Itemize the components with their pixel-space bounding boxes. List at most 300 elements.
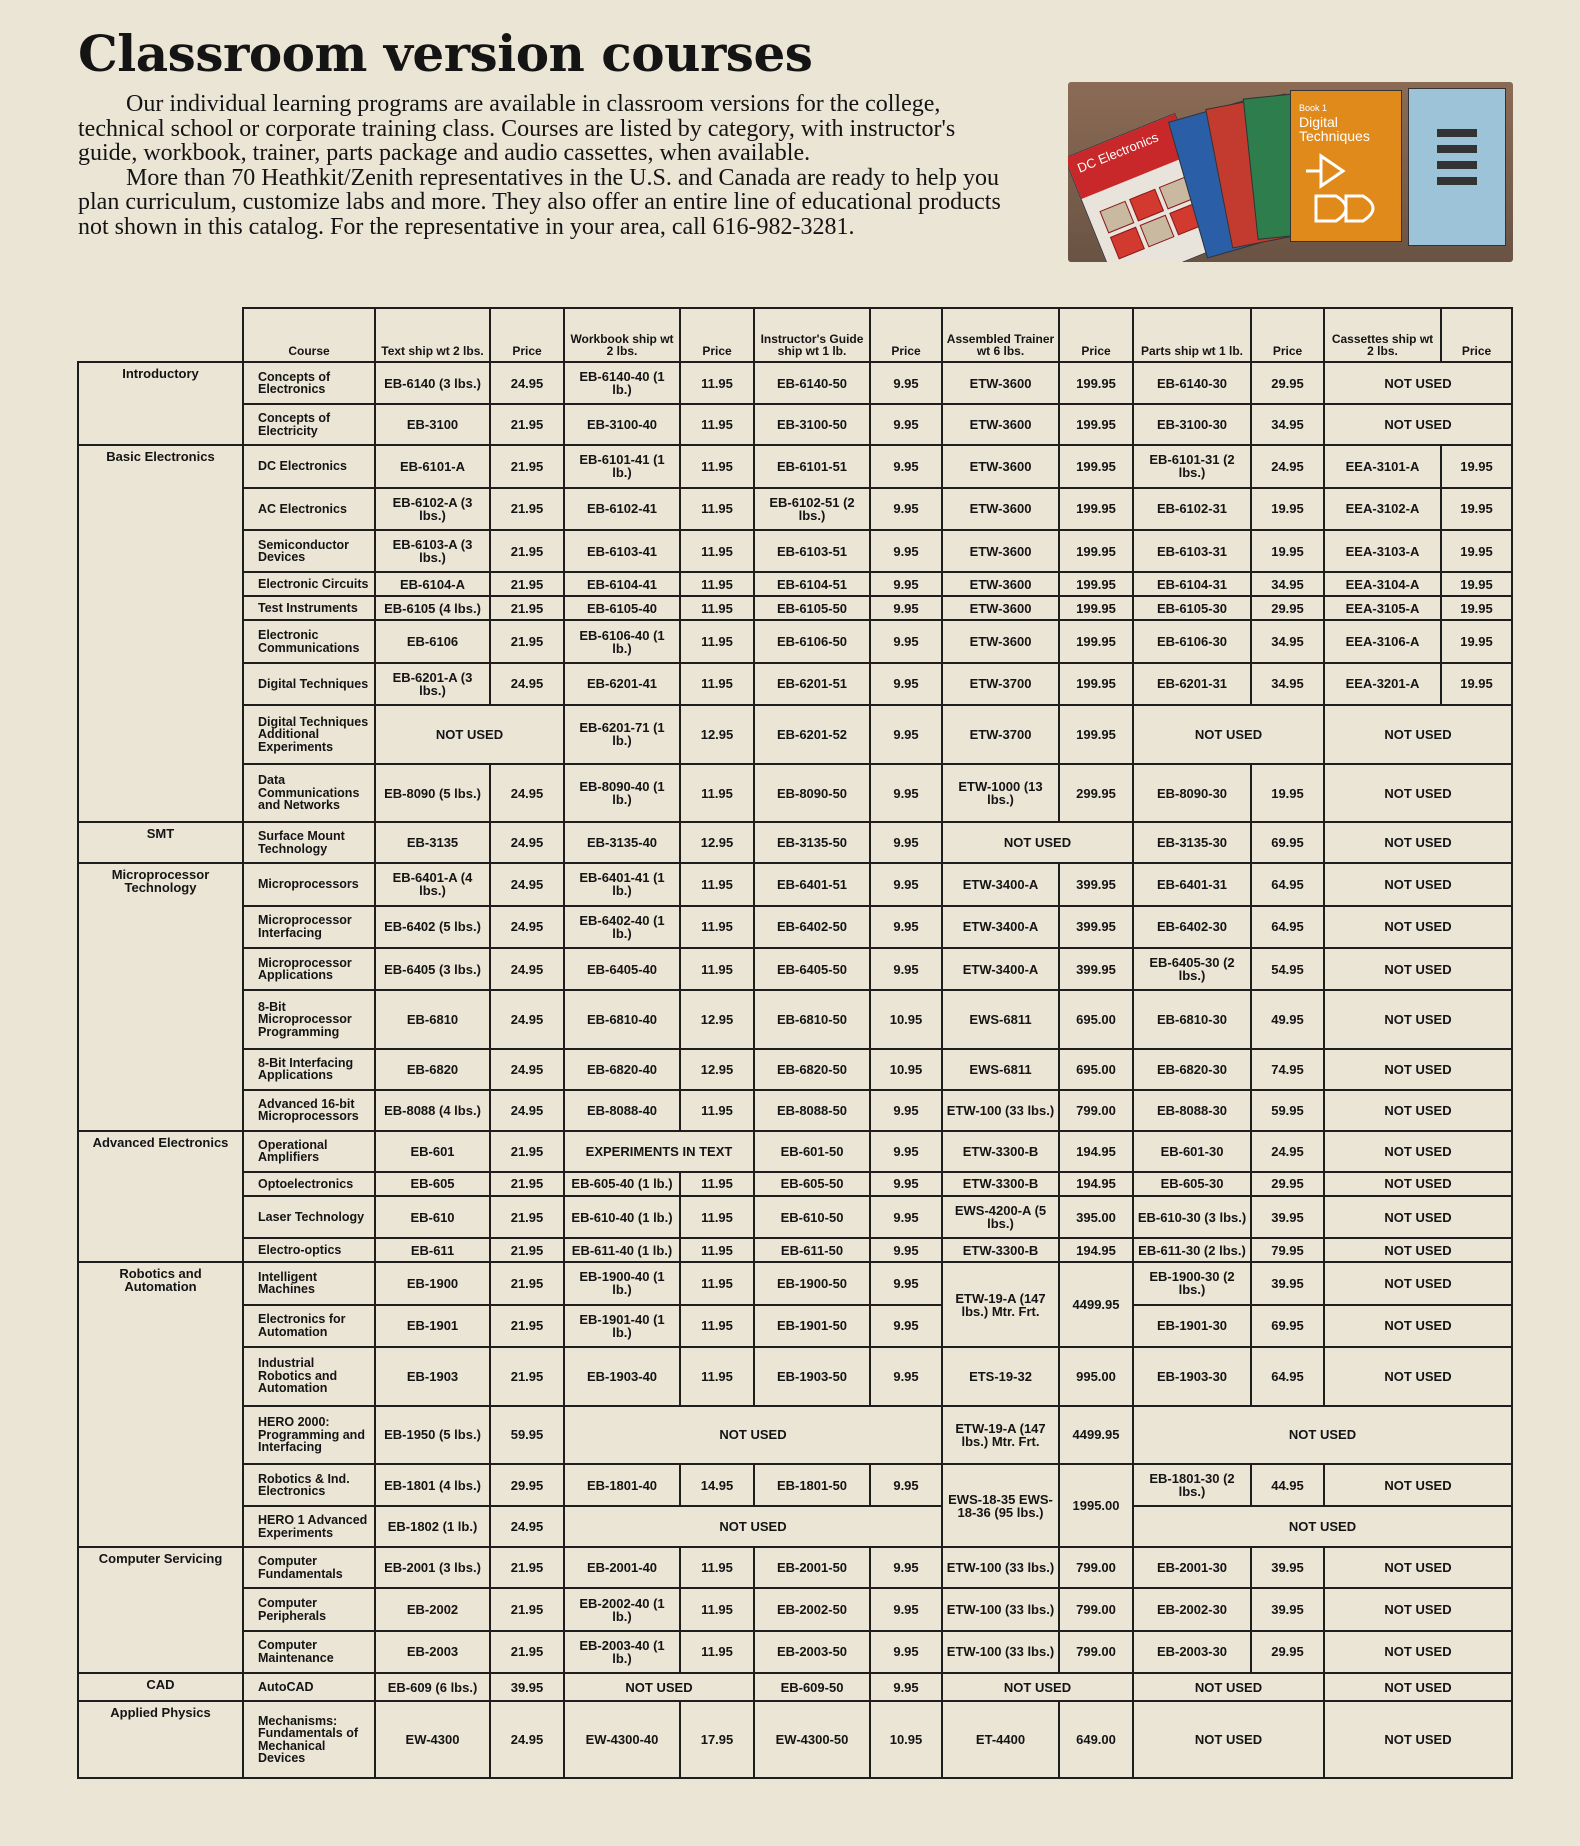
course-name: HERO 1 Advanced Experiments	[243, 1506, 375, 1547]
guide-price: 9.95	[870, 530, 942, 572]
table-row	[78, 1172, 1512, 1196]
table-row	[78, 362, 1512, 404]
workbook-price: 11.95	[680, 1347, 754, 1406]
course-name: AutoCAD	[243, 1673, 375, 1701]
digital-techniques-book	[1290, 90, 1402, 242]
workbook-price: 11.95	[680, 764, 754, 823]
guide-price: 9.95	[870, 1238, 942, 1262]
trainer-price: 299.95	[1059, 764, 1133, 823]
parts-price: 54.95	[1251, 948, 1324, 990]
text-price: 29.95	[490, 1464, 564, 1506]
trainer-price: 995.00	[1059, 1347, 1133, 1406]
parts-price: 44.95	[1251, 1464, 1324, 1506]
cassettes-not-used: NOT USED	[1324, 362, 1512, 404]
cassettes-price: 19.95	[1441, 663, 1512, 705]
workbook-price: 11.95	[680, 906, 754, 948]
workbook-price: 11.95	[680, 1547, 754, 1588]
table-row	[78, 948, 1512, 990]
workbook-price: 14.95	[680, 1464, 754, 1506]
workbook-price: 11.95	[680, 572, 754, 596]
parts-price: 64.95	[1251, 906, 1324, 948]
category-applied-physics: Applied Physics	[78, 1701, 243, 1778]
parts-code: EB-611-30 (2 lbs.)	[1133, 1238, 1251, 1262]
text-code: EB-6103-A (3 lbs.)	[375, 530, 490, 572]
guide-price: 9.95	[870, 596, 942, 620]
workbook-price: 12.95	[680, 705, 754, 764]
parts-price: 69.95	[1251, 822, 1324, 863]
table-row	[78, 1631, 1512, 1673]
workbook-price: 12.95	[680, 822, 754, 863]
trainer-price: 395.00	[1059, 1196, 1133, 1238]
course-name: Computer Fundamentals	[243, 1547, 375, 1588]
course-name: Robotics & Ind. Electronics	[243, 1464, 375, 1506]
parts-code: EB-601-30	[1133, 1131, 1251, 1172]
text-code: EB-6106	[375, 620, 490, 662]
text-price: 24.95	[490, 1506, 564, 1547]
course-name: Computer Maintenance	[243, 1631, 375, 1673]
guide-code: EB-605-50	[754, 1172, 870, 1196]
trainer-code: ETW-3600	[942, 445, 1059, 487]
text-price: 21.95	[490, 1262, 564, 1304]
table-row	[78, 764, 1512, 823]
parts-not-used: NOT USED	[1133, 705, 1324, 764]
guide-code: EB-8088-50	[754, 1090, 870, 1131]
parts-code: EB-6810-30	[1133, 990, 1251, 1049]
trainer-code: ETW-3600	[942, 530, 1059, 572]
trainer-code: EWS-6811	[942, 1049, 1059, 1090]
header-workbook-price: Price	[680, 308, 754, 362]
trainer-price: 194.95	[1059, 1131, 1133, 1172]
text-code: EB-2002	[375, 1588, 490, 1630]
parts-price: 34.95	[1251, 572, 1324, 596]
guide-code: EB-609-50	[754, 1673, 870, 1701]
table-row	[78, 1305, 1512, 1347]
trainer-code: ETW-100 (33 lbs.)	[942, 1547, 1059, 1588]
workbook-code: EB-6104-41	[564, 572, 680, 596]
trainer-code: ETW-3600	[942, 572, 1059, 596]
guide-code: EB-6401-51	[754, 863, 870, 905]
intro-paragraph-1: Our individual learning programs are available in classroom versions for the college, technical school or corporate training class. Courses are listed by category, with instructor's guide, workbook, trainer, parts package and audio cassettes, when available.	[78, 91, 956, 166]
trainer-code: ETW-3400-A	[942, 863, 1059, 905]
guide-price: 9.95	[870, 1631, 942, 1673]
guide-code: EB-1901-50	[754, 1305, 870, 1347]
category-robotics-and-automation: Robotics and Automation	[78, 1262, 243, 1547]
text-price: 24.95	[490, 663, 564, 705]
text-price: 21.95	[490, 488, 564, 530]
workbook-code: EB-6820-40	[564, 1049, 680, 1090]
text-code: EB-605	[375, 1172, 490, 1196]
table-row	[78, 1090, 1512, 1131]
cassettes-price: 19.95	[1441, 488, 1512, 530]
course-books-photo	[1068, 82, 1513, 262]
parts-code: EB-6103-31	[1133, 530, 1251, 572]
parts-code: EB-6104-31	[1133, 572, 1251, 596]
workbook-guide-not-used: NOT USED	[564, 1506, 942, 1547]
guide-price: 9.95	[870, 1262, 942, 1304]
cassettes-not-used: NOT USED	[1324, 1131, 1512, 1172]
trainer-price: 4499.95	[1059, 1406, 1133, 1465]
header-trainer-price: Price	[1059, 308, 1133, 362]
workbook-price: 11.95	[680, 445, 754, 487]
parts-price: 29.95	[1251, 1631, 1324, 1673]
workbook-price: 11.95	[680, 1238, 754, 1262]
workbook-experiments-in-text: EXPERIMENTS IN TEXT	[564, 1131, 754, 1172]
cassettes-code: EEA-3102-A	[1324, 488, 1441, 530]
parts-cassettes-not-used: NOT USED	[1133, 1506, 1512, 1547]
text-code: EB-3135	[375, 822, 490, 863]
trainer-price: 199.95	[1059, 530, 1133, 572]
parts-code: EB-6140-30	[1133, 362, 1251, 404]
trainer-code: EWS-6811	[942, 990, 1059, 1049]
text-price: 24.95	[490, 863, 564, 905]
workbook-price: 11.95	[680, 1588, 754, 1630]
table-row	[78, 1262, 1512, 1304]
cassettes-not-used: NOT USED	[1324, 705, 1512, 764]
parts-code: EB-6401-31	[1133, 863, 1251, 905]
course-name: 8-Bit Interfacing Applications	[243, 1049, 375, 1090]
cassettes-code: EEA-3201-A	[1324, 663, 1441, 705]
trainer-code: ETW-3700	[942, 705, 1059, 764]
text-code: EB-6401-A (4 lbs.)	[375, 863, 490, 905]
cassettes-not-used: NOT USED	[1324, 764, 1512, 823]
cassettes-code: EEA-3104-A	[1324, 572, 1441, 596]
cassettes-code: EEA-3105-A	[1324, 596, 1441, 620]
trainer-price: 199.95	[1059, 488, 1133, 530]
cassettes-not-used: NOT USED	[1324, 990, 1512, 1049]
parts-code: EB-605-30	[1133, 1172, 1251, 1196]
text-not-used: NOT USED	[375, 705, 564, 764]
guide-price: 9.95	[870, 948, 942, 990]
guide-price: 9.95	[870, 1347, 942, 1406]
workbook-price: 11.95	[680, 1305, 754, 1347]
trainer-code: ETW-3600	[942, 362, 1059, 404]
guide-price: 9.95	[870, 764, 942, 823]
text-code: EB-6102-A (3 lbs.)	[375, 488, 490, 530]
workbook-code: EB-6102-41	[564, 488, 680, 530]
cassettes-not-used: NOT USED	[1324, 1347, 1512, 1406]
cassettes-price: 19.95	[1441, 530, 1512, 572]
workbook-guide-not-used: NOT USED	[564, 1406, 942, 1465]
parts-price: 64.95	[1251, 863, 1324, 905]
text-price: 21.95	[490, 1305, 564, 1347]
workbook-price: 17.95	[680, 1701, 754, 1778]
cassettes-not-used: NOT USED	[1324, 948, 1512, 990]
course-name: Industrial Robotics and Automation	[243, 1347, 375, 1406]
trainer-price: 399.95	[1059, 906, 1133, 948]
guide-code: EB-601-50	[754, 1131, 870, 1172]
text-code: EB-610	[375, 1196, 490, 1238]
cassettes-not-used: NOT USED	[1324, 1673, 1512, 1701]
text-code: EB-6402 (5 lbs.)	[375, 906, 490, 948]
trainer-code: EWS-4200-A (5 lbs.)	[942, 1196, 1059, 1238]
parts-code: EB-3100-30	[1133, 404, 1251, 445]
guide-code: EB-6106-50	[754, 620, 870, 662]
parts-code: EB-3135-30	[1133, 822, 1251, 863]
table-row	[78, 1701, 1512, 1778]
category-microprocessor-technology: Microprocessor Technology	[78, 863, 243, 1131]
course-name: Microprocessor Interfacing	[243, 906, 375, 948]
cassettes-code: EEA-3106-A	[1324, 620, 1441, 662]
text-code: EB-601	[375, 1131, 490, 1172]
header-cassettes: Cassettes ship wt 2 lbs.	[1324, 308, 1441, 362]
cassettes-not-used: NOT USED	[1324, 1631, 1512, 1673]
text-code: EW-4300	[375, 1701, 490, 1778]
course-name: Microprocessor Applications	[243, 948, 375, 990]
guide-price: 9.95	[870, 362, 942, 404]
text-price: 39.95	[490, 1673, 564, 1701]
text-price: 21.95	[490, 1347, 564, 1406]
parts-price: 34.95	[1251, 404, 1324, 445]
text-code: EB-1903	[375, 1347, 490, 1406]
trainer-code: ETW-3600	[942, 488, 1059, 530]
cassettes-not-used: NOT USED	[1324, 1305, 1512, 1347]
trainer-price: 799.00	[1059, 1547, 1133, 1588]
table-row	[78, 1464, 1512, 1506]
text-price: 21.95	[490, 1588, 564, 1630]
header-text-price: Price	[490, 308, 564, 362]
guide-price: 9.95	[870, 822, 942, 863]
trainer-price: 399.95	[1059, 948, 1133, 990]
parts-price: 19.95	[1251, 488, 1324, 530]
guide-code: EB-6103-51	[754, 530, 870, 572]
text-price: 21.95	[490, 1172, 564, 1196]
guide-code: EB-2002-50	[754, 1588, 870, 1630]
cassettes-not-used: NOT USED	[1324, 1701, 1512, 1778]
text-code: EB-8088 (4 lbs.)	[375, 1090, 490, 1131]
parts-code: EB-6102-31	[1133, 488, 1251, 530]
text-code: EB-6105 (4 lbs.)	[375, 596, 490, 620]
workbook-code: EB-2003-40 (1 lb.)	[564, 1631, 680, 1673]
workbook-price: 11.95	[680, 530, 754, 572]
trainer-price: 799.00	[1059, 1090, 1133, 1131]
cassettes-not-used: NOT USED	[1324, 1588, 1512, 1630]
cassettes-not-used: NOT USED	[1324, 1262, 1512, 1304]
text-code: EB-609 (6 lbs.)	[375, 1673, 490, 1701]
workbook-code: EB-6101-41 (1 lb.)	[564, 445, 680, 487]
text-code: EB-1950 (5 lbs.)	[375, 1406, 490, 1465]
table-row	[78, 530, 1512, 572]
intro-text	[78, 92, 1008, 239]
guide-price: 9.95	[870, 1673, 942, 1701]
trainer-not-used: NOT USED	[942, 822, 1133, 863]
guide-price: 9.95	[870, 663, 942, 705]
workbook-price: 11.95	[680, 362, 754, 404]
table-row	[78, 596, 1512, 620]
cassettes-price: 19.95	[1441, 572, 1512, 596]
parts-price: 29.95	[1251, 596, 1324, 620]
course-name: Intelligent Machines	[243, 1262, 375, 1304]
text-price: 24.95	[490, 906, 564, 948]
trainer-price: 199.95	[1059, 663, 1133, 705]
workbook-code: EB-605-40 (1 lb.)	[564, 1172, 680, 1196]
parts-code: EB-2001-30	[1133, 1547, 1251, 1588]
course-name: Digital Techniques	[243, 663, 375, 705]
trainer-price: 799.00	[1059, 1588, 1133, 1630]
workbook-code: EB-6201-71 (1 lb.)	[564, 705, 680, 764]
text-price: 24.95	[490, 764, 564, 823]
guide-code: EB-2003-50	[754, 1631, 870, 1673]
table-row	[78, 990, 1512, 1049]
table-row	[78, 1673, 1512, 1701]
guide-price: 10.95	[870, 1049, 942, 1090]
trainer-price: 199.95	[1059, 404, 1133, 445]
guide-price: 9.95	[870, 1305, 942, 1347]
course-name: Laser Technology	[243, 1196, 375, 1238]
header-assembled-trainer: Assembled Trainer wt 6 lbs.	[942, 308, 1059, 362]
guide-code: EB-1900-50	[754, 1262, 870, 1304]
cassettes-code: EEA-3101-A	[1324, 445, 1441, 487]
workbook-not-used: NOT USED	[564, 1673, 754, 1701]
category-computer-servicing: Computer Servicing	[78, 1547, 243, 1673]
table-row	[78, 445, 1512, 487]
table-row	[78, 1547, 1512, 1588]
guide-code: EB-1801-50	[754, 1464, 870, 1506]
trainer-code: ETW-3600	[942, 596, 1059, 620]
parts-price: 19.95	[1251, 764, 1324, 823]
guide-code: EB-2001-50	[754, 1547, 870, 1588]
guide-code: EB-8090-50	[754, 764, 870, 823]
parts-cassettes-not-used: NOT USED	[1133, 1406, 1512, 1465]
table-row	[78, 488, 1512, 530]
workbook-price: 11.95	[680, 1196, 754, 1238]
text-price: 21.95	[490, 1238, 564, 1262]
guide-price: 9.95	[870, 404, 942, 445]
text-code: EB-1802 (1 lb.)	[375, 1506, 490, 1547]
text-code: EB-6104-A	[375, 572, 490, 596]
guide-price: 9.95	[870, 1588, 942, 1630]
trainer-code: ETW-19-A (147 lbs.) Mtr. Frt.	[942, 1406, 1059, 1465]
text-price: 21.95	[490, 1631, 564, 1673]
workbook-price: 11.95	[680, 404, 754, 445]
table-row	[78, 1406, 1512, 1465]
intro-paragraph-2: More than 70 Heathkit/Zenith representatives in the U.S. and Canada are ready to help you plan curriculum, customize labs and more. They also offer an entire line of educational products not shown in this catalog. For the representative in your area, call 616-982-3281.	[78, 164, 1001, 240]
workbook-code: EB-1901-40 (1 lb.)	[564, 1305, 680, 1347]
course-name: Operational Amplifiers	[243, 1131, 375, 1172]
workbook-price: 12.95	[680, 1049, 754, 1090]
text-code: EB-3100	[375, 404, 490, 445]
course-name: Surface Mount Technology	[243, 822, 375, 863]
text-price: 24.95	[490, 990, 564, 1049]
trainer-code: ETW-3300-B	[942, 1131, 1059, 1172]
text-price: 21.95	[490, 596, 564, 620]
workbook-code: EB-8088-40	[564, 1090, 680, 1131]
workbook-price: 11.95	[680, 1631, 754, 1673]
guide-code: EB-611-50	[754, 1238, 870, 1262]
workbook-price: 11.95	[680, 596, 754, 620]
text-code: EB-2003	[375, 1631, 490, 1673]
header-workbook: Workbook ship wt 2 lbs.	[564, 308, 680, 362]
guide-price: 9.95	[870, 1196, 942, 1238]
cassettes-code: EEA-3103-A	[1324, 530, 1441, 572]
parts-code: EB-6402-30	[1133, 906, 1251, 948]
cassettes-not-used: NOT USED	[1324, 906, 1512, 948]
table-row	[78, 1131, 1512, 1172]
parts-price: 74.95	[1251, 1049, 1324, 1090]
trainer-code: ETS-19-32	[942, 1347, 1059, 1406]
course-name: Optoelectronics	[243, 1172, 375, 1196]
trainer-code: ETW-3300-B	[942, 1172, 1059, 1196]
parts-price: 34.95	[1251, 663, 1324, 705]
dc-book-label: DC Electronics	[1075, 129, 1161, 176]
workbook-code: EB-6405-40	[564, 948, 680, 990]
category-smt: SMT	[78, 822, 243, 863]
text-code: EB-6810	[375, 990, 490, 1049]
header-text: Text ship wt 2 lbs.	[375, 308, 490, 362]
table-row	[78, 1238, 1512, 1262]
course-name: HERO 2000: Programming and Interfacing	[243, 1406, 375, 1465]
trainer-code: EWS-18-35 EWS-18-36 (95 lbs.)	[942, 1464, 1059, 1547]
parts-code: EB-1903-30	[1133, 1347, 1251, 1406]
cassettes-not-used: NOT USED	[1324, 1090, 1512, 1131]
text-price: 21.95	[490, 572, 564, 596]
workbook-price: 11.95	[680, 948, 754, 990]
text-price: 21.95	[490, 1196, 564, 1238]
parts-code: EB-6820-30	[1133, 1049, 1251, 1090]
trainer-price: 695.00	[1059, 1049, 1133, 1090]
cassettes-not-used: NOT USED	[1324, 1547, 1512, 1588]
guide-price: 10.95	[870, 1701, 942, 1778]
trainer-code: ETW-3700	[942, 663, 1059, 705]
course-name: Test Instruments	[243, 596, 375, 620]
trainer-price: 199.95	[1059, 620, 1133, 662]
trainer-code: ETW-100 (33 lbs.)	[942, 1631, 1059, 1673]
guide-code: EB-6105-50	[754, 596, 870, 620]
table-row	[78, 906, 1512, 948]
trainer-price: 649.00	[1059, 1701, 1133, 1778]
parts-not-used: NOT USED	[1133, 1701, 1324, 1778]
guide-code: EB-610-50	[754, 1196, 870, 1238]
course-name: DC Electronics	[243, 445, 375, 487]
guide-price: 9.95	[870, 863, 942, 905]
trainer-code: ETW-100 (33 lbs.)	[942, 1588, 1059, 1630]
parts-code: EB-1900-30 (2 lbs.)	[1133, 1262, 1251, 1304]
course-name: Electro-optics	[243, 1238, 375, 1262]
text-code: EB-2001 (3 lbs.)	[375, 1547, 490, 1588]
guide-code: EB-6102-51 (2 lbs.)	[754, 488, 870, 530]
text-code: EB-6140 (3 lbs.)	[375, 362, 490, 404]
parts-code: EB-8090-30	[1133, 764, 1251, 823]
cassettes-not-used: NOT USED	[1324, 404, 1512, 445]
parts-code: EB-1801-30 (2 lbs.)	[1133, 1464, 1251, 1506]
parts-price: 39.95	[1251, 1547, 1324, 1588]
parts-price: 49.95	[1251, 990, 1324, 1049]
text-price: 59.95	[490, 1406, 564, 1465]
guide-code: EB-6101-51	[754, 445, 870, 487]
parts-price: 69.95	[1251, 1305, 1324, 1347]
workbook-price: 12.95	[680, 990, 754, 1049]
guide-code: EB-6201-51	[754, 663, 870, 705]
text-code: EB-8090 (5 lbs.)	[375, 764, 490, 823]
text-code: EB-611	[375, 1238, 490, 1262]
trainer-price: 199.95	[1059, 445, 1133, 487]
guide-price: 9.95	[870, 572, 942, 596]
header-cassettes-price: Price	[1441, 308, 1512, 362]
header-parts-price: Price	[1251, 308, 1324, 362]
guide-code: EB-6810-50	[754, 990, 870, 1049]
category-introductory: Introductory	[78, 362, 243, 445]
guide-price: 9.95	[870, 1172, 942, 1196]
workbook-code: EB-6105-40	[564, 596, 680, 620]
parts-price: 24.95	[1251, 1131, 1324, 1172]
text-price: 21.95	[490, 445, 564, 487]
parts-code: EB-6201-31	[1133, 663, 1251, 705]
course-name: AC Electronics	[243, 488, 375, 530]
trainer-code: ETW-3400-A	[942, 948, 1059, 990]
parts-price: 39.95	[1251, 1262, 1324, 1304]
parts-code: EB-6106-30	[1133, 620, 1251, 662]
table-row	[78, 1049, 1512, 1090]
guide-code: EB-6405-50	[754, 948, 870, 990]
